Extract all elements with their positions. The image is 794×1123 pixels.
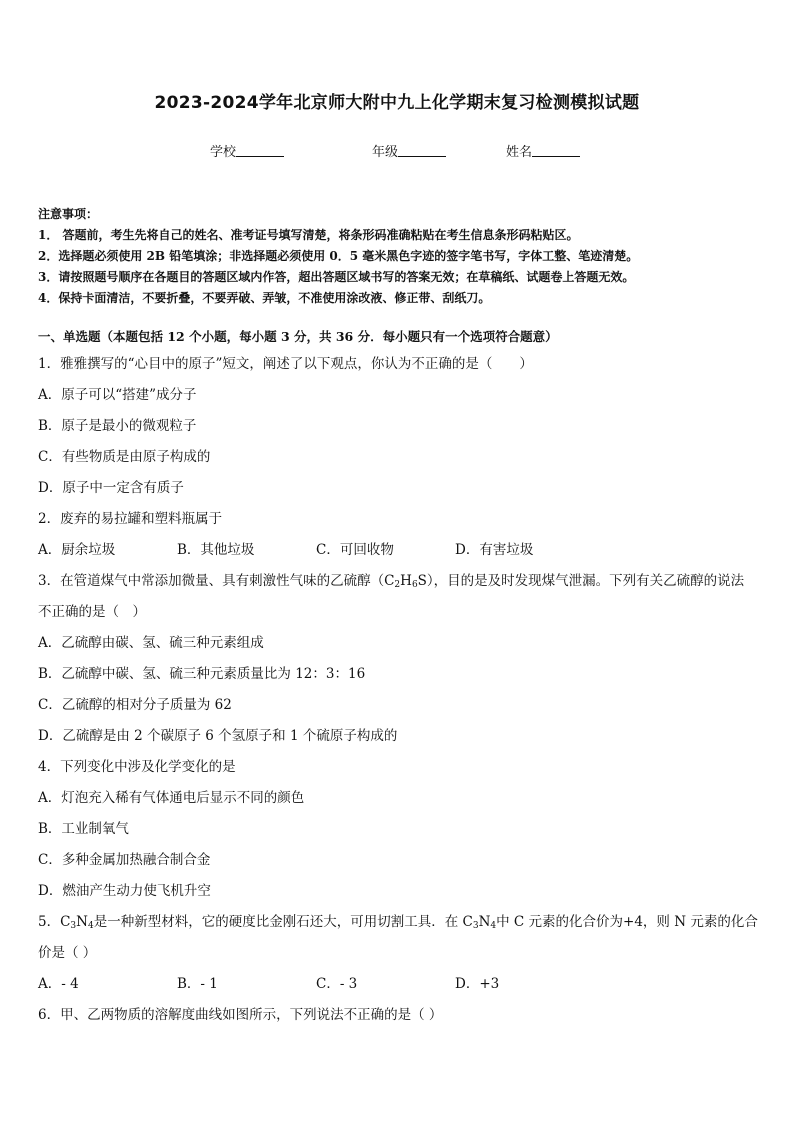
question-5-stem-line-2: 价是（ ） bbox=[38, 945, 97, 961]
question-4-option-d[interactable]: D．燃油产生动力使飞机升空 bbox=[38, 883, 211, 899]
question-2-option-b[interactable]: B．其他垃圾 bbox=[177, 542, 255, 558]
question-5-option-c[interactable]: C．- 3 bbox=[316, 976, 358, 992]
grade-label: 年级 bbox=[372, 145, 399, 160]
question-5-option-a[interactable]: A．- 4 bbox=[38, 976, 79, 992]
question-2-option-a[interactable]: A．厨余垃圾 bbox=[38, 542, 116, 558]
grade-field bbox=[372, 141, 446, 160]
question-4-option-c[interactable]: C．多种金属加热融合制合金 bbox=[38, 852, 211, 868]
question-4-stem: 4．下列变化中涉及化学变化的是 bbox=[38, 759, 236, 775]
notice-block bbox=[38, 204, 638, 309]
name-field bbox=[506, 141, 580, 160]
question-1-stem: 1．雅雅撰写的“心目中的原子”短文，阐述了以下观点，你认为不正确的是（ ） bbox=[38, 356, 533, 372]
question-4-option-a[interactable]: A．灯泡充入稀有气体通电后显示不同的颜色 bbox=[38, 790, 305, 806]
question-2-option-c[interactable]: C．可回收物 bbox=[316, 542, 394, 558]
question-4-option-b[interactable]: B．工业制氧气 bbox=[38, 821, 129, 837]
notice-item: 2．选择题必须使用 2B 铅笔填涂；非选择题必须使用 0．5 毫米黑色字迹的签字笔书写，字体工整、笔迹清楚。 bbox=[38, 249, 639, 263]
question-3-stem: 3．在管道煤气中常添加微量、具有刺激性气味的乙硫醇$(C_2H_6S)$，目的是及时发现煤气泄漏。下列有关乙硫醇的说法 bbox=[38, 573, 745, 590]
question-2-option-d[interactable]: D．有害垃圾 bbox=[455, 542, 534, 558]
school-label: 学校 bbox=[210, 145, 237, 160]
question-6-stem: 6．甲、乙两物质的溶解度曲线如图所示，下列说法不正确的是（ ） bbox=[38, 1007, 443, 1023]
question-2-stem: 2．废弃的易拉罐和塑料瓶属于 bbox=[38, 511, 223, 527]
notice-item: 1． 答题前，考生先将自己的姓名、准考证号填写清楚，将条形码准确粘贴在考生信息条形码粘贴区。 bbox=[38, 228, 579, 242]
question-5-option-b[interactable]: B．- 1 bbox=[177, 976, 218, 992]
question-3-option-a[interactable]: A．乙硫醇由碳、氢、硫三种元素组成 bbox=[38, 635, 264, 651]
question-1-option-d[interactable]: D．原子中一定含有质子 bbox=[38, 480, 184, 496]
question-3-option-d[interactable]: D．乙硫醇是由 2 个碳原子 6 个氢原子和 1 个硫原子构成的 bbox=[38, 728, 398, 744]
school-field bbox=[210, 141, 284, 160]
school-blank[interactable] bbox=[236, 144, 284, 157]
question-1-option-a[interactable]: A．原子可以“搭建”成分子 bbox=[38, 387, 197, 403]
question-5-options bbox=[38, 969, 762, 1000]
notice-heading: 注意事项： bbox=[38, 207, 99, 221]
question-5-option-d[interactable]: D．+3 bbox=[455, 976, 500, 992]
question-3-stem-line-2: 不正确的是（ ） bbox=[38, 604, 146, 620]
questions-body bbox=[38, 325, 762, 1031]
exam-title: 2023-2024学年北京师大附中九上化学期末复习检测模拟试题 bbox=[154, 93, 640, 113]
section-heading: 一、单选题（本题包括 12 个小题，每小题 3 分，共 36 分．每小题只有一个选项符合题意） bbox=[38, 329, 558, 344]
question-1-option-c[interactable]: C．有些物质是由原子构成的 bbox=[38, 449, 211, 465]
question-1-option-b[interactable]: B．原子是最小的微观粒子 bbox=[38, 418, 197, 434]
name-blank[interactable] bbox=[532, 144, 580, 157]
question-5-stem: 5．$C_3N_4$是一种新型材料，它的硬度比金刚石还大，可用切割工具．在 $C_3N_4$中 C 元素的化合价为+4，则 N 元素的化合 bbox=[38, 914, 758, 931]
question-3-option-c[interactable]: C．乙硫醇的相对分子质量为 62 bbox=[38, 697, 232, 713]
question-3-option-b[interactable]: B．乙硫醇中碳、氢、硫三种元素质量比为 12：3：16 bbox=[38, 666, 366, 682]
grade-blank[interactable] bbox=[398, 144, 446, 157]
notice-item: 3．请按照题号顺序在各题目的答题区域内作答，超出答题区域书写的答案无效；在草稿纸、试题卷上答题无效。 bbox=[38, 270, 635, 284]
question-2-options bbox=[38, 535, 762, 566]
name-label: 姓名 bbox=[506, 145, 533, 160]
notice-item: 4．保持卡面清洁，不要折叠，不要弄破、弄皱，不准使用涂改液、修正带、刮纸刀。 bbox=[38, 291, 491, 305]
